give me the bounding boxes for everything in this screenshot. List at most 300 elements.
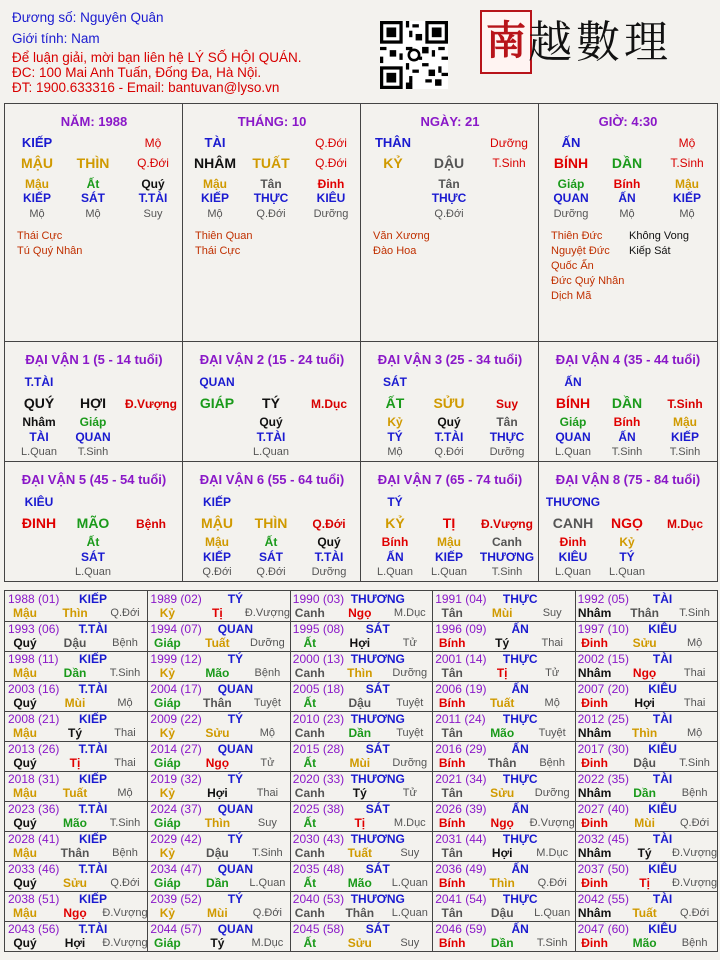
year-god: T.TÀI	[78, 802, 108, 816]
year-god: TÀI	[652, 712, 673, 726]
year-stem: Đinh	[581, 696, 608, 710]
year-stage: Mộ	[117, 697, 133, 709]
year-branch: Thân	[345, 906, 375, 920]
luck-hidden-stage: L.Quan	[74, 566, 112, 578]
year-label: 2028 (41)	[8, 832, 60, 846]
year-stem: Nhâm	[577, 726, 612, 740]
year-god: THỰC	[502, 652, 538, 666]
year-stem: Ất	[303, 936, 317, 950]
year-branch: Sửu	[347, 936, 372, 950]
luck-hidden-stem: Nhâm	[22, 415, 56, 429]
heavenly-stem: NHÂM	[194, 155, 236, 171]
year-god: T.TÀI	[78, 682, 108, 696]
year-branch: Mùi	[64, 696, 86, 710]
hidden-stem: Tân	[438, 177, 460, 191]
luck-branch: HỢI	[80, 395, 106, 411]
year-label: 1996 (09)	[435, 622, 487, 636]
year-label: 2023 (36)	[8, 802, 60, 816]
hidden-god: QUAN	[553, 191, 589, 205]
luck-branch: THÌN	[254, 515, 288, 531]
logo-text: 越數理	[528, 17, 672, 68]
year-stem: Kỷ	[159, 906, 176, 920]
year-label: 2047 (60)	[577, 922, 629, 936]
heavenly-stem: BÍNH	[553, 155, 589, 171]
year-stage: T.Sinh	[109, 817, 141, 829]
year-label: 2045 (58)	[292, 922, 345, 936]
year-stem: Quý	[13, 816, 37, 830]
year-stem: Ất	[303, 636, 317, 650]
year-god: QUAN	[217, 742, 254, 756]
red-seal: 南	[480, 10, 532, 74]
grid-line	[5, 461, 717, 462]
year-stem: Bính	[438, 756, 466, 770]
year-branch: Tị	[639, 876, 650, 890]
year-god: TÀI	[652, 832, 673, 846]
year-branch: Mão	[632, 936, 657, 950]
year-stem: Ất	[303, 756, 317, 770]
year-stage: Thai	[114, 757, 136, 769]
hidden-stem: Mậu	[675, 177, 699, 191]
year-god: KIẾP	[78, 772, 108, 786]
year-branch: Sửu	[62, 876, 88, 890]
luck-title: ĐẠI VẬN 4 (35 - 44 tuổi)	[555, 352, 701, 367]
symbolic-star: Thiên Đức	[551, 230, 603, 242]
hidden-stem: Bính	[613, 177, 641, 191]
year-stage: Suy	[400, 847, 420, 859]
luck-stage: Bệnh	[136, 517, 166, 531]
luck-hidden-stem: Tân	[496, 415, 518, 429]
luck-branch: NGỌ	[611, 515, 643, 531]
hidden-stem: Đinh	[317, 177, 345, 191]
year-god: THƯƠNG	[350, 772, 405, 786]
year-god: ẤN	[511, 742, 529, 756]
year-branch: Thìn	[489, 876, 515, 890]
year-god: ẤN	[511, 802, 529, 816]
year-branch: Ngọ	[490, 816, 514, 830]
year-branch: Tuất	[62, 786, 88, 800]
year-branch: Tý	[637, 846, 652, 860]
luck-hidden-stage: Q.Đới	[202, 566, 232, 578]
year-god: TÝ	[227, 772, 244, 786]
year-stem: Canh	[294, 786, 325, 800]
pillar-title: NGÀY: 21	[420, 114, 480, 129]
year-god: ẤN	[511, 622, 529, 636]
year-branch: Tý	[67, 726, 83, 740]
year-label: 2039 (52)	[150, 892, 202, 906]
year-stem: Canh	[294, 726, 325, 740]
contact-line: Để luận giải, mời bạn liên hệ LÝ SỐ HỘI QUÁN.	[12, 50, 302, 65]
branch-stage: Q.Đới	[315, 156, 347, 170]
year-god: THỰC	[502, 592, 538, 606]
gender: Giới tính: Nam	[12, 31, 100, 46]
year-god: KIÊU	[648, 682, 677, 696]
year-stage: Đ.Vượng	[672, 847, 718, 859]
year-stage: Q.Đới	[252, 907, 282, 919]
luck-title: ĐẠI VẬN 2 (15 - 24 tuổi)	[199, 352, 345, 367]
year-label: 2030 (43)	[292, 832, 345, 846]
luck-title: ĐẠI VẬN 6 (55 - 64 tuổi)	[199, 472, 345, 487]
year-label: 2034 (47)	[150, 862, 202, 876]
year-stem: Canh	[294, 906, 325, 920]
year-stage: Đ.Vượng	[102, 907, 148, 919]
year-god: ẤN	[511, 922, 529, 936]
year-stage: Q.Đới	[110, 607, 140, 619]
hidden-god: KIẾP	[200, 191, 230, 205]
year-god: KIẾP	[78, 712, 108, 726]
year-stage: Đ.Vượng	[672, 877, 718, 889]
luck-hidden-stem: Giáp	[79, 415, 107, 429]
hidden-stage: Mộ	[85, 208, 101, 220]
year-god: THƯƠNG	[350, 592, 405, 606]
grid-line	[360, 104, 361, 581]
year-stem: Tân	[441, 666, 463, 680]
qr-code-icon	[380, 21, 448, 89]
hidden-stage: Mộ	[207, 208, 223, 220]
year-stage: Bệnh	[254, 667, 281, 679]
year-stem: Ất	[303, 816, 317, 830]
heavenly-stem: KỶ	[383, 155, 403, 171]
year-stem: Giáp	[154, 816, 181, 830]
year-branch: Sửu	[490, 786, 515, 800]
luck-stem: CANH	[552, 515, 594, 531]
year-stage: Mộ	[686, 727, 703, 739]
year-god: T.TÀI	[78, 922, 108, 936]
year-label: 2032 (45)	[577, 832, 629, 846]
stem-god: TÀI	[204, 135, 226, 150]
year-label: 2025 (38)	[292, 802, 345, 816]
year-branch: Hợi	[207, 786, 228, 800]
year-stem: Mậu	[13, 666, 37, 680]
year-label: 2040 (53)	[292, 892, 345, 906]
year-label: 1991 (04)	[435, 592, 487, 606]
hidden-stage: Q.Đới	[256, 208, 286, 220]
year-branch: Mùi	[349, 756, 371, 770]
year-god: THƯƠNG	[350, 892, 405, 906]
year-label: 2022 (35)	[577, 772, 629, 786]
symbolic-star: Kiếp Sát	[629, 245, 671, 257]
year-label: 2008 (21)	[8, 712, 60, 726]
year-stage: Tuyệt	[253, 697, 281, 709]
year-stem: Nhâm	[577, 606, 612, 620]
symbolic-star: Đào Hoa	[373, 245, 417, 257]
year-god: SÁT	[365, 682, 390, 696]
year-stem: Giáp	[154, 876, 181, 890]
year-stem: Giáp	[154, 696, 181, 710]
year-label: 2016 (29)	[435, 742, 487, 756]
year-label: 2015 (28)	[292, 742, 345, 756]
luck-title: ĐẠI VẬN 1 (5 - 14 tuổi)	[25, 352, 163, 367]
year-god: SÁT	[365, 742, 390, 756]
year-branch: Thìn	[347, 666, 373, 680]
year-stage: T.Sinh	[679, 607, 710, 619]
luck-hidden-god: QUAN	[75, 430, 111, 444]
year-branch: Dậu	[490, 906, 514, 920]
year-label: 2044 (57)	[150, 922, 202, 936]
luck-hidden-god: QUAN	[555, 430, 591, 444]
year-god: QUAN	[217, 862, 254, 876]
year-branch: Dậu	[206, 846, 229, 860]
year-god: ẤN	[511, 862, 529, 876]
year-label: 1988 (01)	[8, 592, 60, 606]
luck-hidden-stem: Quý	[437, 415, 461, 429]
branch-stage: Q.Đới	[137, 156, 169, 170]
stem-stage: Q.Đới	[315, 136, 347, 150]
year-stem: Bính	[438, 876, 466, 890]
year-stem: Tân	[441, 726, 463, 740]
year-branch: Tuất	[632, 906, 657, 920]
luck-stem: GIÁP	[199, 395, 235, 411]
year-branch: Dần	[206, 876, 229, 890]
year-god: THƯƠNG	[350, 832, 405, 846]
year-branch: Dần	[63, 666, 87, 680]
luck-hidden-stage: L.Quan	[554, 566, 592, 578]
luck-hidden-god: THỰC	[489, 430, 525, 444]
year-label: 1994 (07)	[150, 622, 202, 636]
year-stage: Bệnh	[112, 847, 138, 859]
year-god: TÀI	[652, 592, 673, 606]
year-god: SÁT	[365, 622, 390, 636]
hidden-stage: Mộ	[679, 208, 695, 220]
hidden-god: SÁT	[81, 191, 105, 205]
luck-hidden-stage: L.Quan	[20, 446, 58, 458]
year-stage: Suy	[542, 607, 562, 619]
year-branch: Tị	[212, 606, 223, 620]
year-god: QUAN	[217, 622, 254, 636]
year-stage: T.Sinh	[109, 667, 141, 679]
year-branch: Sửu	[205, 726, 230, 740]
hidden-god: KIẾP	[22, 191, 52, 205]
year-label: 2038 (51)	[8, 892, 60, 906]
year-branch: Hợi	[349, 636, 371, 650]
year-god: TÝ	[227, 892, 244, 906]
year-stem: Canh	[294, 666, 325, 680]
year-stage: Bệnh	[112, 637, 138, 649]
year-branch: Ngọ	[63, 906, 87, 920]
year-god: QUAN	[217, 802, 254, 816]
luck-hidden-stage: T.Sinh	[491, 566, 523, 578]
pillar-title: THÁNG: 10	[237, 114, 307, 129]
year-label: 2012 (25)	[577, 712, 629, 726]
year-stem: Đinh	[581, 756, 608, 770]
luck-hidden-god: T.TÀI	[256, 430, 286, 444]
year-god: KIẾP	[78, 892, 108, 906]
luck-hidden-stem: Mậu	[205, 535, 229, 549]
year-god: QUAN	[217, 922, 254, 936]
year-stage: Thai	[256, 787, 279, 799]
year-label: 2019 (32)	[150, 772, 202, 786]
year-stage: Dưỡng	[250, 637, 285, 649]
year-stage: Đ.Vượng	[102, 937, 148, 949]
address-line: ĐC: 100 Mai Anh Tuấn, Đống Đa, Hà Nội.	[12, 65, 262, 80]
year-label: 2003 (16)	[8, 682, 60, 696]
luck-stage: Q.Đới	[312, 517, 346, 531]
hidden-god: THỰC	[253, 191, 289, 205]
luck-hidden-god: KIẾP	[670, 430, 700, 444]
year-branch: Thìn	[204, 816, 231, 830]
luck-branch: TÝ	[262, 395, 280, 411]
year-branch: Tị	[354, 816, 366, 830]
luck-hidden-god: KIẾP	[434, 550, 464, 564]
luck-hidden-stage: T.Sinh	[611, 446, 643, 458]
year-stage: Tử	[260, 757, 275, 769]
year-god: TÝ	[227, 592, 244, 606]
symbolic-star: Quốc Ấn	[551, 260, 594, 272]
year-stem: Giáp	[154, 636, 181, 650]
year-stem: Mậu	[13, 786, 37, 800]
year-stage: Tử	[402, 787, 417, 799]
year-stage: Thai	[683, 667, 706, 679]
year-stage: M.Dục	[251, 937, 284, 949]
year-label: 2036 (49)	[435, 862, 487, 876]
year-stage: Đ.Vượng	[244, 607, 290, 619]
luck-stage: M.Dục	[667, 517, 703, 531]
luck-god: TÝ	[387, 495, 403, 509]
luck-hidden-god: SÁT	[81, 550, 105, 564]
year-label: 2005 (18)	[292, 682, 345, 696]
year-branch: Tuất	[205, 636, 230, 650]
year-stage: Dưỡng	[392, 757, 428, 769]
year-god: T.TÀI	[78, 862, 108, 876]
symbolic-star: Văn Xương	[373, 230, 430, 242]
year-branch: Tị	[496, 666, 508, 680]
year-stem: Mậu	[13, 906, 37, 920]
year-stage: Bệnh	[539, 757, 566, 769]
year-stage: Mộ	[259, 727, 276, 739]
year-branch: Ngọ	[348, 606, 372, 620]
year-label: 2006 (19)	[435, 682, 487, 696]
luck-hidden-stem: Mậu	[437, 535, 461, 549]
symbolic-star: Dịch Mã	[551, 290, 592, 302]
year-branch: Sửu	[632, 636, 657, 650]
year-stem: Mậu	[13, 606, 37, 620]
grid-line	[5, 341, 717, 342]
year-god: THƯƠNG	[350, 652, 405, 666]
stem-stage: Mộ	[144, 136, 162, 150]
year-branch: Mùi	[207, 906, 228, 920]
heavenly-stem: MẬU	[21, 155, 53, 171]
year-god: KIẾP	[78, 592, 108, 606]
year-stem: Kỷ	[159, 846, 176, 860]
luck-hidden-stage: L.Quan	[376, 566, 414, 578]
hidden-stage: Mộ	[29, 208, 45, 220]
year-stage: Tuyệt	[396, 697, 424, 709]
year-branch: Tuất	[489, 696, 515, 710]
year-stage: Suy	[400, 937, 420, 949]
year-branch: Thìn	[631, 726, 658, 740]
hidden-god: THỰC	[431, 191, 467, 205]
year-label: 2020 (33)	[292, 772, 345, 786]
year-god: THƯƠNG	[350, 712, 405, 726]
year-stage: Đ.Vượng	[529, 817, 575, 829]
luck-stem: ĐINH	[21, 515, 57, 531]
luck-hidden-god: T.TÀI	[314, 550, 344, 564]
luck-god: THƯƠNG	[545, 495, 601, 509]
earthly-branch: DẬU	[433, 155, 465, 171]
luck-hidden-god: ẤN	[386, 550, 404, 564]
year-god: THỰC	[502, 712, 538, 726]
year-stage: L.Quan	[391, 877, 428, 889]
luck-hidden-stage: Dưỡng	[489, 446, 525, 458]
year-label: 1993 (06)	[8, 622, 60, 636]
stem-stage: Mộ	[678, 136, 696, 150]
luck-title: ĐẠI VẬN 5 (45 - 54 tuổi)	[21, 472, 167, 487]
year-stem: Tân	[441, 606, 463, 620]
year-branch: Hợi	[634, 696, 655, 710]
year-god: KIÊU	[648, 862, 677, 876]
luck-god: KIẾP	[202, 495, 232, 509]
year-god: THỰC	[502, 832, 538, 846]
year-branch: Dậu	[633, 756, 656, 770]
luck-stem: MẬU	[201, 515, 233, 531]
luck-hidden-stage: L.Quan	[608, 566, 646, 578]
hidden-stage: Mộ	[619, 208, 635, 220]
year-branch: Tị	[69, 756, 81, 770]
symbolic-star: Tú Quý Nhân	[17, 245, 83, 257]
symbolic-star: Đức Quý Nhân	[551, 275, 625, 287]
year-label: 2021 (34)	[435, 772, 487, 786]
year-label: 2010 (23)	[292, 712, 345, 726]
year-god: SÁT	[365, 862, 390, 876]
year-stage: Suy	[257, 817, 277, 829]
year-label: 2004 (17)	[150, 682, 202, 696]
year-god: KIÊU	[648, 802, 677, 816]
year-branch: Mão	[347, 876, 372, 890]
year-stem: Bính	[438, 636, 466, 650]
luck-hidden-stage: L.Quan	[430, 566, 468, 578]
year-branch: Thân	[60, 846, 90, 860]
year-branch: Mão	[205, 666, 230, 680]
year-label: 2011 (24)	[435, 712, 486, 726]
luck-hidden-stage: Q.Đới	[256, 566, 286, 578]
year-label: 2024 (37)	[150, 802, 202, 816]
luck-hidden-god: KIẾP	[202, 550, 232, 564]
hidden-stage: Dưỡng	[553, 208, 589, 220]
hidden-stem: Quý	[141, 177, 165, 191]
luck-god: KIÊU	[24, 495, 54, 509]
luck-hidden-god: TÝ	[387, 430, 403, 444]
year-branch: Tý	[352, 786, 367, 800]
year-stage: Thai	[683, 697, 706, 709]
year-stage: M.Dục	[393, 817, 426, 829]
year-god: THỰC	[502, 892, 538, 906]
year-god: KIẾP	[78, 832, 108, 846]
hidden-god: T.TÀI	[138, 191, 168, 205]
year-god: TÀI	[652, 772, 673, 786]
luck-hidden-god: ẤN	[618, 430, 636, 444]
year-stem: Kỷ	[159, 606, 176, 620]
year-label: 2046 (59)	[435, 922, 487, 936]
luck-hidden-god: THƯƠNG	[479, 550, 535, 564]
branch-stage: T.Sinh	[492, 156, 526, 170]
year-stage: Bệnh	[681, 937, 708, 949]
luck-hidden-stage: L.Quan	[554, 446, 592, 458]
year-label: 1998 (11)	[8, 652, 59, 666]
year-label: 2031 (44)	[435, 832, 487, 846]
luck-hidden-god: SÁT	[259, 550, 283, 564]
hidden-stem: Mậu	[25, 177, 49, 191]
year-branch: Mùi	[491, 606, 513, 620]
luck-stem: ẤT	[385, 395, 405, 411]
year-stage: Tử	[545, 667, 560, 679]
year-label: 2007 (20)	[577, 682, 629, 696]
year-branch: Tuất	[347, 846, 373, 860]
year-label: 2041 (54)	[435, 892, 487, 906]
luck-hidden-stem: Bính	[613, 415, 641, 429]
year-stem: Quý	[13, 756, 37, 770]
year-stem: Ất	[303, 696, 317, 710]
year-god: TÝ	[227, 652, 244, 666]
luck-branch: TỊ	[442, 515, 456, 531]
